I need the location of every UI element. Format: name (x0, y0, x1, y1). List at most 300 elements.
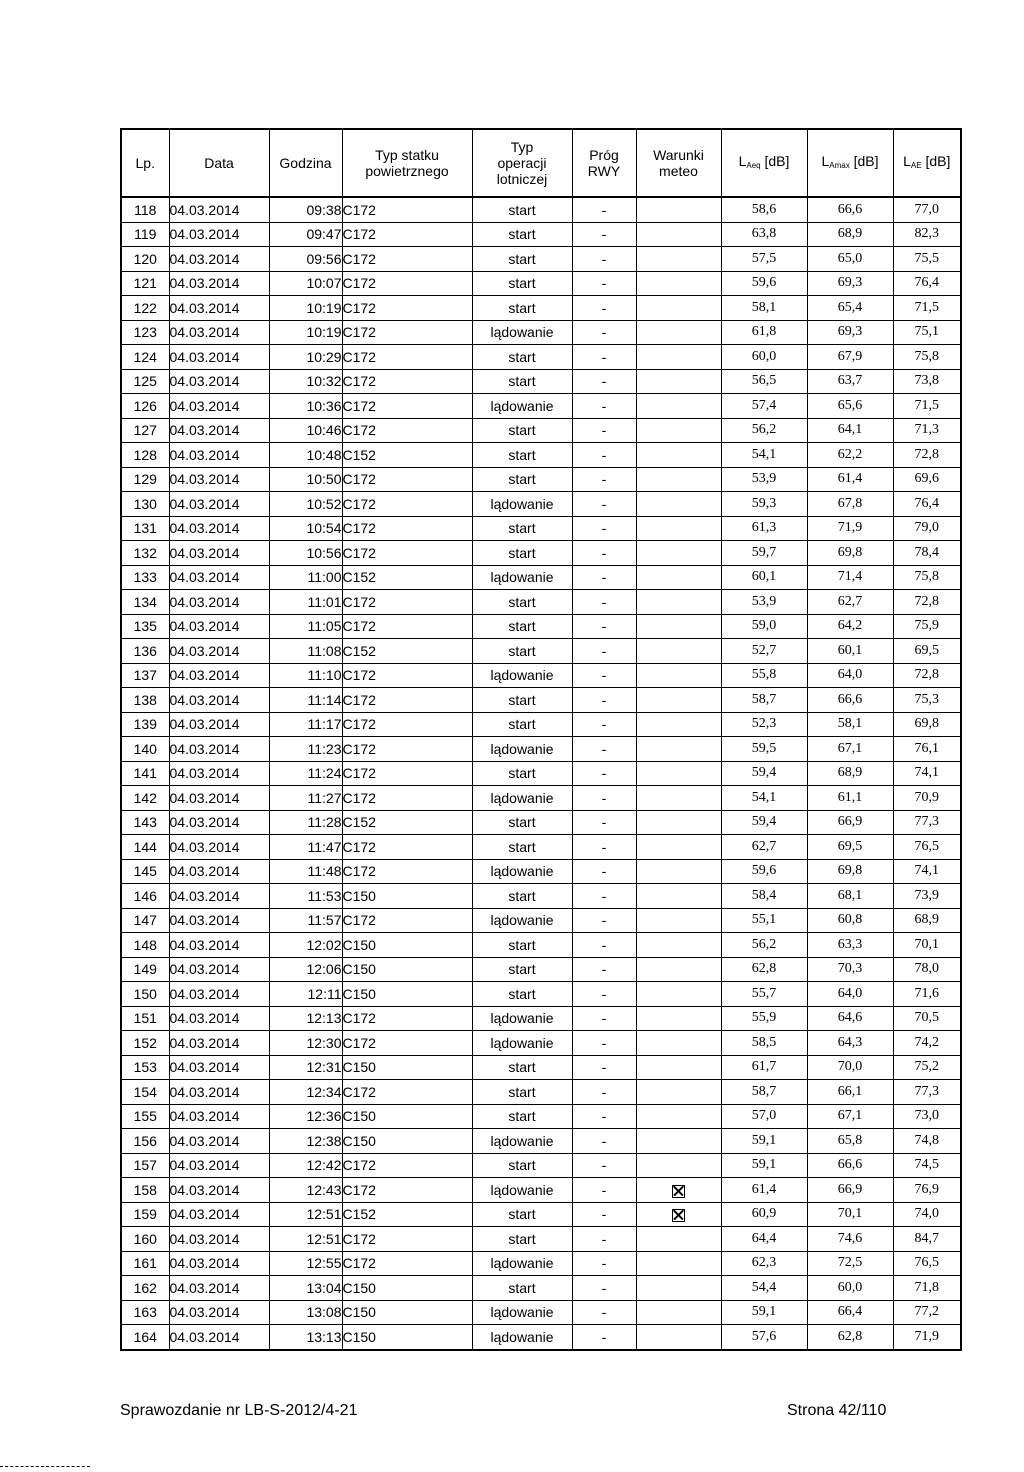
cell-meteo (636, 908, 721, 933)
cell-lamax: 60,8 (807, 908, 893, 933)
cell-rwy: - (572, 1129, 636, 1154)
cell-time: 11:24 (269, 761, 342, 786)
cell-lamax: 70,1 (807, 1202, 893, 1227)
cell-aircraft: C172 (342, 394, 472, 419)
cell-laeq: 59,5 (721, 737, 807, 762)
cell-lae: 75,2 (893, 1055, 961, 1080)
scan-artifact-line (0, 1466, 90, 1467)
cell-time: 11:14 (269, 688, 342, 713)
cell-lp: 139 (121, 712, 169, 737)
cell-date: 04.03.2014 (169, 614, 269, 639)
cell-date: 04.03.2014 (169, 492, 269, 517)
cell-date: 04.03.2014 (169, 541, 269, 566)
cell-rwy: - (572, 663, 636, 688)
header-typ-operacji: Typ operacji lotniczej (472, 129, 572, 197)
cell-lp: 126 (121, 394, 169, 419)
cell-time: 11:53 (269, 884, 342, 909)
cell-operation: lądowanie (472, 786, 572, 811)
cell-meteo (636, 516, 721, 541)
cell-time: 12:30 (269, 1031, 342, 1056)
cell-lamax: 68,9 (807, 761, 893, 786)
cell-lamax: 63,7 (807, 369, 893, 394)
cell-operation: lądowanie (472, 1251, 572, 1276)
cell-rwy: - (572, 908, 636, 933)
cell-operation: start (472, 1153, 572, 1178)
cell-date: 04.03.2014 (169, 835, 269, 860)
cell-laeq: 61,3 (721, 516, 807, 541)
cell-rwy: - (572, 737, 636, 762)
cell-lamax: 70,3 (807, 957, 893, 982)
cell-laeq: 64,4 (721, 1227, 807, 1252)
cell-lamax: 67,9 (807, 345, 893, 370)
cell-meteo (636, 1227, 721, 1252)
cell-time: 12:13 (269, 1006, 342, 1031)
cell-operation: start (472, 712, 572, 737)
cell-laeq: 61,7 (721, 1055, 807, 1080)
cell-meteo (636, 933, 721, 958)
cell-lp: 122 (121, 296, 169, 321)
header-prog-rwy: Próg RWY (572, 129, 636, 197)
cell-rwy: - (572, 688, 636, 713)
cell-date: 04.03.2014 (169, 1251, 269, 1276)
cell-lae: 75,8 (893, 345, 961, 370)
cell-laeq: 61,8 (721, 320, 807, 345)
table-row (121, 247, 961, 272)
cell-date: 04.03.2014 (169, 1178, 269, 1203)
cell-meteo (636, 1080, 721, 1105)
cell-time: 11:01 (269, 590, 342, 615)
cell-laeq: 57,4 (721, 394, 807, 419)
cell-lp: 142 (121, 786, 169, 811)
measurement-table (120, 128, 962, 1351)
page-number: Strona 42/110 (787, 1402, 887, 1419)
table-row (121, 884, 961, 909)
cell-meteo (636, 467, 721, 492)
cell-lamax: 67,1 (807, 737, 893, 762)
cell-rwy: - (572, 1031, 636, 1056)
cell-operation: start (472, 369, 572, 394)
cell-lp: 119 (121, 222, 169, 247)
cell-date: 04.03.2014 (169, 933, 269, 958)
cell-time: 10:56 (269, 541, 342, 566)
cell-lamax: 63,3 (807, 933, 893, 958)
cell-lp: 141 (121, 761, 169, 786)
cell-meteo (636, 663, 721, 688)
cell-rwy: - (572, 639, 636, 664)
cell-date: 04.03.2014 (169, 663, 269, 688)
cell-lp: 163 (121, 1300, 169, 1325)
cell-meteo (636, 1031, 721, 1056)
cell-time: 10:07 (269, 271, 342, 296)
table-row (121, 1251, 961, 1276)
cell-lp: 149 (121, 957, 169, 982)
cell-aircraft: C152 (342, 810, 472, 835)
cell-lp: 161 (121, 1251, 169, 1276)
cell-lamax: 69,3 (807, 271, 893, 296)
cell-time: 10:54 (269, 516, 342, 541)
cell-time: 10:19 (269, 296, 342, 321)
cell-rwy: - (572, 320, 636, 345)
cell-rwy: - (572, 1325, 636, 1350)
cell-date: 04.03.2014 (169, 1104, 269, 1129)
header-godzina: Godzina (269, 129, 342, 197)
cell-lp: 118 (121, 197, 169, 222)
table-row (121, 1300, 961, 1325)
cell-operation: start (472, 933, 572, 958)
cell-time: 10:50 (269, 467, 342, 492)
cell-date: 04.03.2014 (169, 197, 269, 222)
table-row (121, 394, 961, 419)
cell-lp: 120 (121, 247, 169, 272)
cell-aircraft: C172 (342, 467, 472, 492)
boxed-x-icon (672, 1185, 685, 1198)
cell-time: 10:29 (269, 345, 342, 370)
cell-operation: start (472, 688, 572, 713)
cell-aircraft: C172 (342, 197, 472, 222)
cell-aircraft: C152 (342, 443, 472, 468)
cell-lae: 71,5 (893, 296, 961, 321)
cell-date: 04.03.2014 (169, 418, 269, 443)
cell-lae: 79,0 (893, 516, 961, 541)
cell-laeq: 59,6 (721, 859, 807, 884)
cell-date: 04.03.2014 (169, 565, 269, 590)
cell-time: 12:38 (269, 1129, 342, 1154)
cell-lae: 74,1 (893, 859, 961, 884)
cell-aircraft: C150 (342, 1055, 472, 1080)
cell-aircraft: C172 (342, 369, 472, 394)
cell-time: 10:52 (269, 492, 342, 517)
cell-lamax: 65,4 (807, 296, 893, 321)
cell-date: 04.03.2014 (169, 590, 269, 615)
cell-operation: lądowanie (472, 565, 572, 590)
cell-aircraft: C152 (342, 639, 472, 664)
cell-aircraft: C172 (342, 590, 472, 615)
cell-rwy: - (572, 884, 636, 909)
cell-laeq: 59,4 (721, 810, 807, 835)
cell-lamax: 69,5 (807, 835, 893, 860)
cell-aircraft: C172 (342, 1227, 472, 1252)
cell-meteo (636, 296, 721, 321)
cell-operation: start (472, 418, 572, 443)
cell-lae: 78,4 (893, 541, 961, 566)
cell-lp: 145 (121, 859, 169, 884)
cell-lp: 132 (121, 541, 169, 566)
cell-time: 12:11 (269, 982, 342, 1007)
cell-date: 04.03.2014 (169, 1300, 269, 1325)
cell-lae: 71,9 (893, 1325, 961, 1350)
table-row (121, 908, 961, 933)
cell-lamax: 66,4 (807, 1300, 893, 1325)
cell-lae: 75,8 (893, 565, 961, 590)
cell-operation: lądowanie (472, 1325, 572, 1350)
table-row (121, 565, 961, 590)
cell-operation: start (472, 345, 572, 370)
cell-lamax: 64,3 (807, 1031, 893, 1056)
cell-lamax: 72,5 (807, 1251, 893, 1276)
cell-rwy: - (572, 516, 636, 541)
cell-lp: 134 (121, 590, 169, 615)
cell-time: 10:19 (269, 320, 342, 345)
cell-time: 11:05 (269, 614, 342, 639)
cell-meteo (636, 1300, 721, 1325)
cell-time: 11:57 (269, 908, 342, 933)
cell-rwy: - (572, 247, 636, 272)
cell-lp: 125 (121, 369, 169, 394)
table-row (121, 1227, 961, 1252)
cell-laeq: 59,4 (721, 761, 807, 786)
cell-laeq: 53,9 (721, 467, 807, 492)
cell-laeq: 62,7 (721, 835, 807, 860)
cell-lae: 76,1 (893, 737, 961, 762)
cell-lp: 127 (121, 418, 169, 443)
cell-meteo (636, 688, 721, 713)
table-row (121, 859, 961, 884)
cell-rwy: - (572, 1153, 636, 1178)
table-row (121, 712, 961, 737)
table-row (121, 786, 961, 811)
cell-rwy: - (572, 933, 636, 958)
table-row (121, 1080, 961, 1105)
cell-lp: 158 (121, 1178, 169, 1203)
cell-time: 11:28 (269, 810, 342, 835)
table-row (121, 982, 961, 1007)
cell-aircraft: C150 (342, 957, 472, 982)
cell-rwy: - (572, 222, 636, 247)
cell-aircraft: C172 (342, 786, 472, 811)
cell-lp: 148 (121, 933, 169, 958)
cell-meteo (636, 712, 721, 737)
cell-rwy: - (572, 1227, 636, 1252)
cell-aircraft: C150 (342, 884, 472, 909)
header-lae: $L_{AE}$ [dB] (893, 129, 961, 197)
cell-laeq: 58,1 (721, 296, 807, 321)
cell-lp: 162 (121, 1276, 169, 1301)
cell-operation: lądowanie (472, 663, 572, 688)
cell-time: 12:34 (269, 1080, 342, 1105)
cell-aircraft: C150 (342, 1300, 472, 1325)
cell-meteo (636, 418, 721, 443)
cell-time: 12:51 (269, 1202, 342, 1227)
cell-rwy: - (572, 394, 636, 419)
cell-date: 04.03.2014 (169, 1080, 269, 1105)
cell-lp: 157 (121, 1153, 169, 1178)
cell-laeq: 57,6 (721, 1325, 807, 1350)
cell-lp: 152 (121, 1031, 169, 1056)
cell-operation: lądowanie (472, 1178, 572, 1203)
cell-laeq: 59,0 (721, 614, 807, 639)
cell-lae: 74,5 (893, 1153, 961, 1178)
cell-lp: 154 (121, 1080, 169, 1105)
cell-time: 12:31 (269, 1055, 342, 1080)
cell-laeq: 58,5 (721, 1031, 807, 1056)
cell-lae: 69,6 (893, 467, 961, 492)
table-header (121, 129, 961, 197)
cell-operation: start (472, 247, 572, 272)
cell-lae: 71,8 (893, 1276, 961, 1301)
cell-lae: 71,3 (893, 418, 961, 443)
cell-meteo (636, 320, 721, 345)
cell-lp: 137 (121, 663, 169, 688)
cell-time: 11:08 (269, 639, 342, 664)
cell-laeq: 63,8 (721, 222, 807, 247)
cell-laeq: 59,1 (721, 1300, 807, 1325)
cell-lp: 133 (121, 565, 169, 590)
table-row (121, 1055, 961, 1080)
cell-lp: 124 (121, 345, 169, 370)
table-row (121, 369, 961, 394)
cell-meteo (636, 1178, 721, 1203)
cell-aircraft: C172 (342, 1080, 472, 1105)
cell-lamax: 66,6 (807, 688, 893, 713)
cell-operation: start (472, 516, 572, 541)
cell-date: 04.03.2014 (169, 369, 269, 394)
cell-meteo (636, 884, 721, 909)
cell-aircraft: C172 (342, 320, 472, 345)
cell-lamax: 65,6 (807, 394, 893, 419)
cell-date: 04.03.2014 (169, 1031, 269, 1056)
cell-lp: 147 (121, 908, 169, 933)
cell-lae: 69,5 (893, 639, 961, 664)
cell-operation: start (472, 590, 572, 615)
cell-lamax: 64,0 (807, 982, 893, 1007)
cell-date: 04.03.2014 (169, 1276, 269, 1301)
cell-laeq: 62,3 (721, 1251, 807, 1276)
cell-lp: 144 (121, 835, 169, 860)
table-row (121, 590, 961, 615)
cell-lae: 76,4 (893, 271, 961, 296)
cell-lp: 155 (121, 1104, 169, 1129)
cell-aircraft: C152 (342, 565, 472, 590)
table-row (121, 761, 961, 786)
cell-time: 12:42 (269, 1153, 342, 1178)
cell-rwy: - (572, 492, 636, 517)
cell-operation: lądowanie (472, 320, 572, 345)
cell-meteo (636, 1055, 721, 1080)
cell-meteo (636, 737, 721, 762)
cell-lp: 123 (121, 320, 169, 345)
cell-meteo (636, 1325, 721, 1350)
cell-lae: 76,5 (893, 1251, 961, 1276)
cell-operation: start (472, 1080, 572, 1105)
cell-date: 04.03.2014 (169, 957, 269, 982)
cell-lamax: 71,4 (807, 565, 893, 590)
cell-lamax: 62,2 (807, 443, 893, 468)
cell-rwy: - (572, 1055, 636, 1080)
cell-lp: 136 (121, 639, 169, 664)
cell-aircraft: C172 (342, 247, 472, 272)
table-row (121, 296, 961, 321)
cell-meteo (636, 957, 721, 982)
cell-aircraft: C172 (342, 222, 472, 247)
cell-date: 04.03.2014 (169, 982, 269, 1007)
cell-lae: 82,3 (893, 222, 961, 247)
cell-meteo (636, 786, 721, 811)
cell-time: 13:13 (269, 1325, 342, 1350)
cell-date: 04.03.2014 (169, 712, 269, 737)
cell-laeq: 55,7 (721, 982, 807, 1007)
cell-rwy: - (572, 345, 636, 370)
cell-aircraft: C172 (342, 516, 472, 541)
cell-laeq: 58,6 (721, 197, 807, 222)
cell-meteo (636, 1202, 721, 1227)
cell-laeq: 52,7 (721, 639, 807, 664)
cell-aircraft: C172 (342, 712, 472, 737)
cell-operation: start (472, 957, 572, 982)
cell-lae: 70,9 (893, 786, 961, 811)
cell-aircraft: C152 (342, 1202, 472, 1227)
cell-date: 04.03.2014 (169, 1325, 269, 1350)
cell-lamax: 69,8 (807, 859, 893, 884)
cell-meteo (636, 982, 721, 1007)
cell-operation: start (472, 761, 572, 786)
table-row (121, 1031, 961, 1056)
cell-laeq: 56,5 (721, 369, 807, 394)
table-row (121, 1104, 961, 1129)
cell-lp: 153 (121, 1055, 169, 1080)
cell-rwy: - (572, 369, 636, 394)
cell-operation: start (472, 982, 572, 1007)
cell-operation: start (472, 443, 572, 468)
cell-meteo (636, 443, 721, 468)
cell-aircraft: C150 (342, 933, 472, 958)
cell-rwy: - (572, 810, 636, 835)
cell-lamax: 70,0 (807, 1055, 893, 1080)
cell-lamax: 69,8 (807, 541, 893, 566)
cell-operation: start (472, 614, 572, 639)
cell-date: 04.03.2014 (169, 1202, 269, 1227)
cell-rwy: - (572, 957, 636, 982)
cell-meteo (636, 1153, 721, 1178)
cell-laeq: 59,1 (721, 1153, 807, 1178)
cell-lae: 76,9 (893, 1178, 961, 1203)
cell-laeq: 60,0 (721, 345, 807, 370)
cell-operation: lądowanie (472, 737, 572, 762)
cell-date: 04.03.2014 (169, 1227, 269, 1252)
cell-aircraft: C172 (342, 541, 472, 566)
table-row (121, 516, 961, 541)
table-row (121, 1006, 961, 1031)
cell-aircraft: C172 (342, 1153, 472, 1178)
cell-date: 04.03.2014 (169, 1006, 269, 1031)
cell-time: 09:47 (269, 222, 342, 247)
cell-operation: start (472, 1227, 572, 1252)
table-row (121, 1325, 961, 1350)
cell-operation: lądowanie (472, 1031, 572, 1056)
cell-date: 04.03.2014 (169, 737, 269, 762)
cell-rwy: - (572, 271, 636, 296)
boxed-x-icon (672, 1209, 685, 1222)
cell-time: 12:36 (269, 1104, 342, 1129)
cell-date: 04.03.2014 (169, 296, 269, 321)
cell-lamax: 64,6 (807, 1006, 893, 1031)
cell-time: 12:43 (269, 1178, 342, 1203)
cell-laeq: 62,8 (721, 957, 807, 982)
cell-laeq: 55,8 (721, 663, 807, 688)
table-row (121, 957, 961, 982)
cell-lae: 77,2 (893, 1300, 961, 1325)
cell-rwy: - (572, 443, 636, 468)
table-row (121, 492, 961, 517)
cell-aircraft: C172 (342, 492, 472, 517)
header-typ-statku: Typ statku powietrznego (342, 129, 472, 197)
cell-rwy: - (572, 1300, 636, 1325)
cell-laeq: 52,3 (721, 712, 807, 737)
table-row (121, 467, 961, 492)
cell-lae: 70,1 (893, 933, 961, 958)
cell-aircraft: C150 (342, 982, 472, 1007)
cell-lae: 75,3 (893, 688, 961, 713)
cell-lamax: 60,0 (807, 1276, 893, 1301)
